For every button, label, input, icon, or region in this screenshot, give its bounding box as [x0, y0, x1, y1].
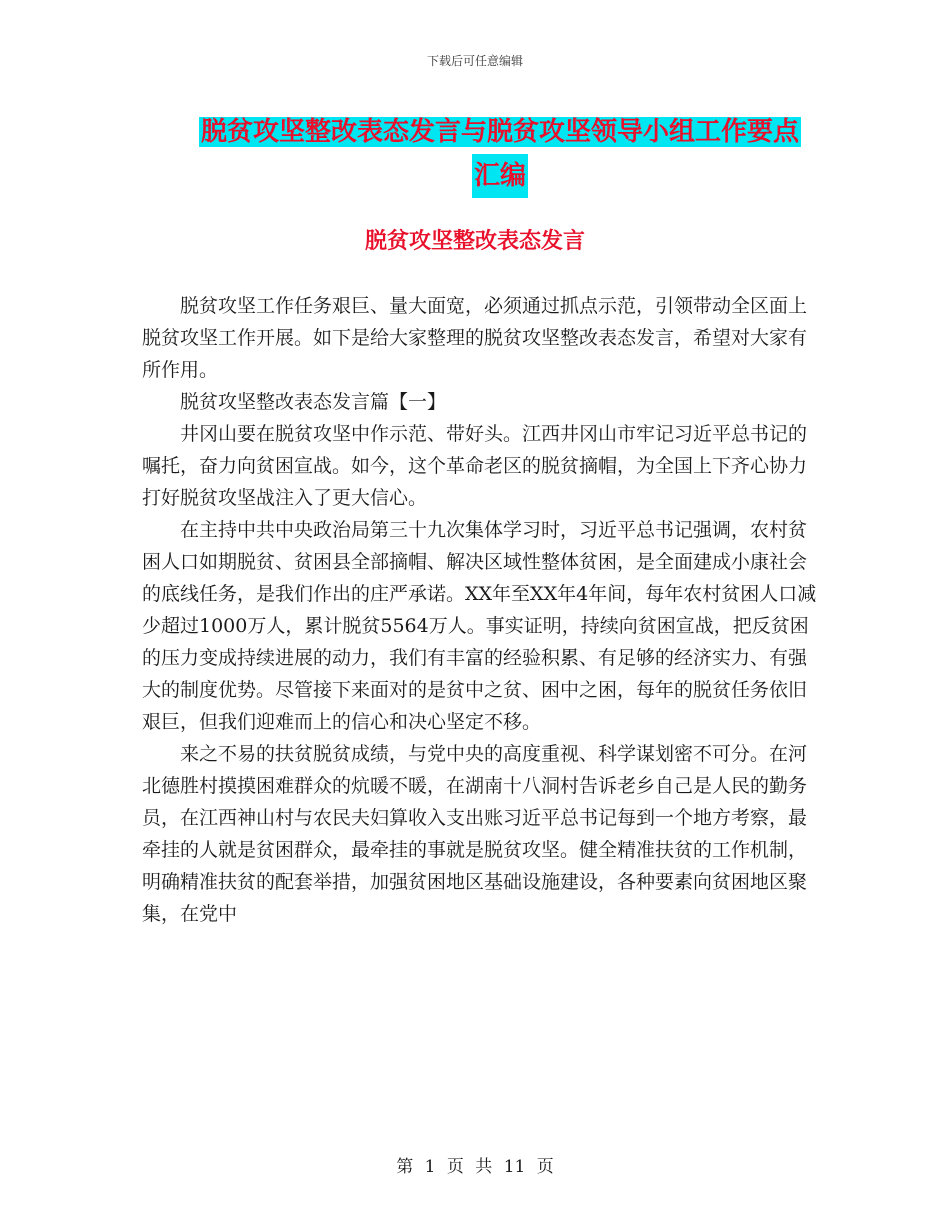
paragraph-subheading: 脱贫攻坚整改表态发言篇【一】 — [180, 391, 447, 413]
document-title-line2: 汇编 — [472, 154, 528, 198]
paragraph-jinggangshan: 井冈山要在脱贫攻坚中作示范、带好头。江西井冈山市牢记习近平总书记的嘱托，奋力向贫困宣战。如今，这个革命老区的脱贫摘帽，为全国上下齐心协力打好脱贫攻坚战注入了更大信心。 — [142, 423, 808, 509]
paragraph-intro: 脱贫攻坚工作任务艰巨、量大面宽，必须通过抓点示范，引领带动全区面上脱贫攻坚工作开展。如下是给大家整理的脱贫攻坚整改表态发言，希望对大家有所作用。 — [142, 295, 808, 381]
paragraph-achievements: 来之不易的扶贫脱贫成绩，与党中央的高度重视、科学谋划密不可分。在河北德胜村摸摸困难群众的炕暖不暖，在湖南十八洞村告诉老乡自己是人民的勤务员，在江西神山村与农民夫妇算收入支出账习近平总书记每到一个地方考察，最牵挂的人就是贫困群众，最牵挂的事就是脱贫攻坚。健全精准扶贫的工作机制，明确精准扶贫的配套举措，加强贫困地区基础设施建设，各种要素向贫困地区聚集，在党中 — [142, 743, 808, 925]
document-title — [190, 110, 810, 198]
download-note: 下载后可任意编辑 — [426, 54, 523, 68]
document-title-line1: 脱贫攻坚整改表态发言与脱贫攻坚领导小组工作要点 — [200, 117, 799, 147]
section-heading: 脱贫攻坚整改表态发言 — [364, 229, 585, 254]
page-number: 第 1 页 共 11 页 — [396, 1157, 554, 1177]
document-body — [142, 290, 822, 930]
paragraph-politburo-study: 在主持中共中央政治局第三十九次集体学习时，习近平总书记强调，农村贫困人口如期脱贫、贫困县全部摘帽、解决区域性整体贫困，是全面建成小康社会的底线任务，是我们作出的庄严承诺。XX年至XX年4年间，每年农村贫困人口减少超过1000万人，累计脱贫5564万人。事实证明，持续向贫困宣战，把反贫困的压力变成持续进展的动力，我们有丰富的经验积累、有足够的经济实力、有强大的制度优势。尽管接下来面对的是贫中之贫、困中之困，每年的脱贫任务依旧艰巨，但我们迎难而上的信心和决心坚定不移。 — [142, 519, 817, 733]
